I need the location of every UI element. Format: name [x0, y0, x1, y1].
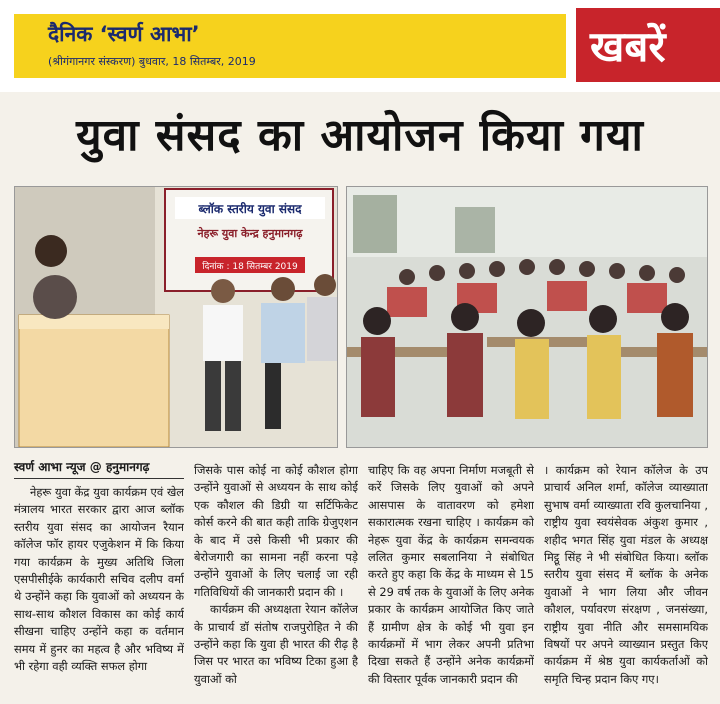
- newspaper-name: दैनिक ‘स्वर्ण आभा’: [48, 22, 200, 46]
- paragraph: चाहिए कि वह अपना निर्माण मजबूती से करें जिसके लिए युवाओं को अपने आसपास के वातावरण को हमेशा सकारात्मक रखना चाहिए । कार्यक्रम को नेहरू युवा केंद्र के कार्यक्रम समन्वयक ललित कुमार सबलानिया ने संबोधित करते हुए कहा कि केंद्र के माध्यम से 15 से 29 वर्ष तक के युवाओं के लिए अनेक प्रकार के कार्यक्रम आयोजित किए जाते हैं ग्रामीण क्षेत्र के कोई भी युवा इन कार्यक्रमों में भाग लेकर अपनी प्रतिभा दिखा सकते हैं उन्होंने अनेक कार्यक्रमों की विस्तार पूर्वक जानकारी प्रदान की: [368, 463, 534, 686]
- edition-date: (श्रीगंगानगर संस्करण) बुधवार, 18 सितम्बर, 2019: [48, 55, 256, 68]
- article-column-4: [544, 462, 708, 702]
- section-tag: खबरें: [576, 8, 720, 82]
- paragraph: । कार्यक्रम को रेयान कॉलेज के उप प्राचार्य अनिल शर्मा, कॉलेज व्याख्याता सुभाष वर्मा व्याख्याता रवि कुलचानिया , राष्ट्रीय युवा स्वयंसेवक अंकुश कुमार , शहीद भगत सिंह युवा मंडल के अध्यक्ष मिट्ठू सिंह ने भी संबोधित किया। ब्लॉक स्तरीय युवा संसद में ब्लॉक के अनेक युवाओं ने भाग लिया और जीवन कौशल, पर्यावरण संरक्षण , जनसंख्या, राष्ट्रीय युवा नीति और समसामयिक विषयों पर अपने व्याख्यान प्रस्तुत किए कार्यक्रम में श्रेष्ठ युवा कार्यकर्ताओं को समृति चिन्ह प्रदान किए गए।: [544, 463, 708, 686]
- banner-date: दिनांक : 18 सितम्बर 2019: [202, 262, 298, 272]
- photo-dais: [14, 186, 338, 448]
- article-column-3: [368, 462, 534, 702]
- photo-audience: [346, 186, 708, 448]
- paragraph: कार्यक्रम की अध्यक्षता रेयान कॉलेज के प्राचार्य डॉ संतोष राजपुरोहित ने की उन्होंने कहा कि युवा ही भारत की रीढ़ है जिस पर भारत का भविष्य टिका हुआ है युवाओं को: [194, 602, 358, 686]
- photo-dais-image: [15, 187, 337, 447]
- article-column-1: [14, 484, 184, 700]
- paragraph: नेहरू युवा केंद्र युवा कार्यक्रम एवं खेल मंत्रालय भारत सरकार द्वारा आज ब्लॉक स्तरीय युवा संसद का आयोजन रैयान कॉलेज फॉर हायर एजुकेशन में कि किया गया कार्यक्रम के मुख्य अतिथि जिला एसपीसीईके कार्यकारी सचिव दलीप वर्मा थे उन्होंने कहा कि युवाओं को अध्ययन के साथ-साथ कौशल विकास का कोई कार्य सीखना चाहिए उन्होंने कहा क वर्तमान समय में हुनर का महत्व है और भविष्य में भी रहेगा वही व्यक्ति सफल होगा: [14, 485, 184, 674]
- masthead-bar: [0, 0, 720, 92]
- headline: युवा संसद का आयोजन किया गया: [76, 110, 644, 161]
- photo-audience-image: [347, 187, 707, 447]
- paragraph: जिसके पास कोई ना कोई कौशल होगा उन्होंने युवाओं से अध्ययन के साथ कोई एक कौशल की डिग्री या सर्टिफिकेट कोर्स करने की बात कही ताकि ग्रेजुएशन के बाद में उसे किसी भी प्रकार की बेरोजगारी का सामना नहीं करना पड़े उन्होंने युवाओं के लिए चलाई जा रही गतिविधियों की जानकारी प्रदान की ।: [194, 463, 358, 599]
- article-column-2: [194, 462, 358, 702]
- banner-subtitle: नेहरू युवा केन्द्र हनुमानगढ़: [197, 227, 303, 240]
- article-byline: स्वर्ण आभा न्यूज @ हनुमानगढ़: [14, 458, 184, 479]
- banner-title: ब्लॉक स्तरीय युवा संसद: [198, 202, 302, 216]
